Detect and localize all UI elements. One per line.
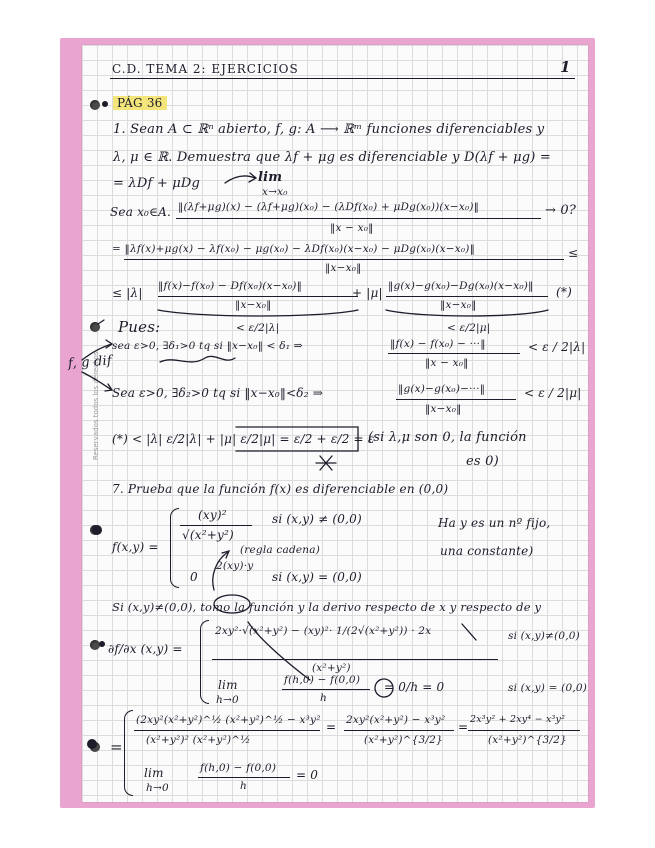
conclusion: (*) < |λ| ε/2|λ| + |μ| ε/2|μ| = ε/2 + ε/2 = ε [112, 432, 375, 446]
conclusion-note-2: es 0) [466, 454, 499, 469]
line2-rhs: ≤ [568, 246, 579, 260]
line3-numerator-a: ‖f(x)−f(x₀) − Df(x₀)(x−x₀)‖ [158, 280, 303, 292]
line3-plus: + |μ| [352, 286, 383, 300]
condition-2-numerator: ‖g(x)−g(x₀)−···‖ [398, 383, 486, 395]
condition-1: sea ε>0, ∃δ₁>0 tq si ‖x−x₀‖ < δ₁ ⇒ [112, 340, 303, 352]
side-note-2: una constante) [440, 544, 534, 558]
condition-1-denominator: ‖x − x₀‖ [425, 357, 469, 369]
partial-condition-1: si (x,y)≠(0,0) [508, 630, 580, 642]
partial-condition-2: si (x,y) = (0,0) [508, 682, 588, 694]
big-denominator: (x²+y²)² (x²+y²)^½ [146, 734, 251, 746]
lim-annotation: lim [258, 170, 283, 185]
line3-lhs: ≤ |λ| [112, 286, 143, 300]
line3-numerator-b: ‖g(x)−g(x₀)−Dg(x₀)(x−x₀)‖ [388, 280, 534, 292]
side-note-1: Ha y es un nº fijo, [438, 516, 551, 530]
chain-term: 2(xy)·y [216, 560, 254, 572]
ex1-statement-line3: = λDf + μDg [113, 176, 201, 191]
partial-denominator: (x²+y²) [312, 662, 351, 674]
lim-b: lim [144, 766, 164, 780]
ex1-statement-line2: λ, μ ∈ ℝ. Demuestra que λf + μg es diferenciable y D(λf + μg) = [113, 150, 551, 165]
condition-1-numerator: ‖f(x) − f(x₀) − ···‖ [390, 338, 486, 350]
case2-condition: si (x,y) = (0,0) [272, 570, 362, 584]
condition-2-denominator: ‖x−x₀‖ [425, 403, 462, 415]
equals-sign: = [110, 738, 123, 756]
equals-sign: = [326, 720, 337, 734]
sea-rhs: → 0? [545, 203, 577, 218]
lim-annotation-sub: x→x₀ [262, 186, 288, 198]
equals-sign: = [458, 720, 469, 734]
case2-value: 0 [190, 570, 198, 584]
pues-label: Pues: [118, 318, 161, 336]
lim-b-numerator: f(h,0) − f(0,0) [200, 762, 277, 774]
big-numerator: (2xy²(x²+y²)^½ (x²+y²)^½ − x³y² [136, 714, 321, 726]
line2-denominator: ‖x−x₀‖ [325, 262, 362, 274]
ex1-statement-line1: 1. Sean A ⊂ ℝⁿ abierto, f, g: A ⟶ ℝᵐ funciones diferenciables y [113, 122, 545, 137]
condition-2-rhs: < ε / 2|μ| [524, 386, 582, 400]
condition-2: Sea ε>0, ∃δ₂>0 tq si ‖x−x₀‖<δ₂ ⇒ [112, 386, 323, 400]
lim-a-sub: h→0 [216, 694, 239, 706]
lim-b-denominator: h [240, 780, 247, 792]
right-denominator: (x²+y²)^{3/2} [488, 734, 567, 746]
right-numerator: 2x³y² + 2xy⁴ − x³y² [470, 714, 566, 725]
lim-b-result: = 0 [296, 768, 319, 782]
condition-1-rhs: < ε / 2|λ| [528, 340, 586, 354]
watermark: Reservados todos los derechos [92, 351, 100, 460]
page-reference: PÁG 36 [113, 96, 167, 110]
mid-denominator: (x²+y²)^{3/2} [364, 734, 443, 746]
bound-a: < ε/2|λ| [236, 322, 280, 334]
mid-numerator: 2xy²(x²+y²) − x³y² [346, 714, 446, 726]
f-definition-lhs: f(x,y) = [112, 540, 159, 554]
case1-condition: si (x,y) ≠ (0,0) [272, 512, 362, 526]
line2-numerator: = ‖λf(x)+μg(x) − λf(x₀) − μg(x₀) − λDf(x₀)(x−x₀) − μDg(x₀)(x−x₀)‖ [112, 243, 476, 255]
sea-x0-label: Sea x₀∈A. [110, 205, 172, 219]
conclusion-note: (si λ,μ son 0, la función [368, 430, 527, 445]
page-number: 1 [560, 58, 571, 76]
sea-numerator: ‖(λf+μg)(x) − (λf+μg)(x₀) − (λDf(x₀) + μDg(x₀))(x−x₀)‖ [178, 201, 480, 213]
partial-numerator: 2xy²·√(x²+y²) − (xy)²· 1/(2√(x²+y²)) · 2x [215, 625, 432, 637]
lim-b-sub: h→0 [146, 782, 169, 794]
lim-a-result: = 0/h = 0 [384, 680, 445, 694]
lim-a-denominator: h [320, 692, 327, 704]
derivative-intro: Si (x,y)≠(0,0), tomo la función y la derivo respecto de x y respecto de y [112, 600, 542, 614]
partial-lhs: ∂f/∂x (x,y) = [108, 642, 183, 656]
lim-a: lim [218, 678, 238, 692]
ex7-statement: 7. Prueba que la función f(x) es diferenciable en (0,0) [112, 482, 449, 496]
case1-denominator: √(x²+y²) [182, 528, 234, 542]
case1-numerator: (xy)² [198, 508, 227, 522]
line3-tag: (*) [556, 285, 572, 299]
line3-denominator-b: ‖x−x₀‖ [440, 299, 477, 311]
fg-dif-note: f, g dif [67, 353, 113, 372]
lim-a-numerator: f(h,0) − f(0,0) [284, 674, 361, 686]
chain-rule-note: (regla cadena) [240, 544, 321, 556]
bound-b: < ε/2|μ| [447, 322, 491, 334]
sea-denominator: ‖x − x₀‖ [330, 222, 374, 234]
page-header-title: C.D. TEMA 2: EJERCICIOS [112, 62, 299, 76]
line3-denominator-a: ‖x−x₀‖ [235, 299, 272, 311]
